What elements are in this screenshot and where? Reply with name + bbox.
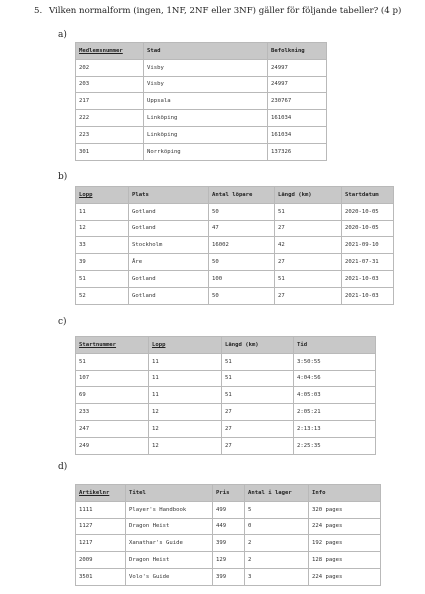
table-cell: 50 [209,287,275,304]
table-cell: 27 [275,254,342,271]
table-row [76,535,381,552]
table-cell: 39 [76,254,129,271]
table-row [76,59,327,76]
table-header-row [76,337,376,354]
table-row [76,437,376,454]
table-cell: 249 [76,437,149,454]
part-label-c: c) [58,317,67,327]
table-cell: 2021-07-31 [342,254,394,271]
table-cell: 222 [76,110,144,127]
table-cell: 12 [76,220,129,237]
column-header: Info [309,485,381,502]
table-cell: Player's Handbook [126,501,213,518]
table-cell: 27 [222,404,294,421]
table-cell: 16002 [209,237,275,254]
table-cell: 399 [213,535,245,552]
table-row [76,143,327,160]
table-row [76,287,394,304]
column-header: Startnummer [76,337,149,354]
table-cell: Uppsala [144,93,268,110]
table-d [75,484,381,586]
table-cell: 2:13:13 [294,420,376,437]
table-cell: 2021-10-03 [342,270,394,287]
table-row [76,126,327,143]
table-cell: Gotland [129,270,209,287]
table-header-row [76,43,327,60]
table-row [76,552,381,569]
table-cell: 12 [149,420,222,437]
table-cell: 52 [76,287,129,304]
table-cell: 3 [245,568,309,585]
table-cell: 50 [209,254,275,271]
table-row [76,518,381,535]
table-row [76,93,327,110]
table-cell: 2021-10-03 [342,287,394,304]
table-cell: 11 [149,387,222,404]
table-cell: Stockholm [129,237,209,254]
table-cell: 4:05:03 [294,387,376,404]
table-cell: 47 [209,220,275,237]
table-cell: 2 [245,535,309,552]
table-cell: 2020-10-05 [342,203,394,220]
column-header: Lopp [76,187,129,204]
table-cell: 161034 [268,110,327,127]
table-header-row [76,485,381,502]
table-cell: Gotland [129,287,209,304]
table-row [76,254,394,271]
table-cell: 399 [213,568,245,585]
table-cell: 51 [222,387,294,404]
table-cell: 51 [222,370,294,387]
table-cell: Gotland [129,220,209,237]
table-row [76,501,381,518]
table-cell: Dragon Heist [126,518,213,535]
table-cell: 2009 [76,552,126,569]
table-row [76,353,376,370]
table-cell: 11 [76,203,129,220]
table-cell: Norrköping [144,143,268,160]
column-header: Antal i lager [245,485,309,502]
table-row [76,203,394,220]
table-cell: 128 pages [309,552,381,569]
table-cell: 137326 [268,143,327,160]
table-row [76,237,394,254]
table-cell: 320 pages [309,501,381,518]
table-cell: 129 [213,552,245,569]
table-cell: 5 [245,501,309,518]
table-cell: 24997 [268,59,327,76]
table-cell: 217 [76,93,144,110]
table-cell: Åre [129,254,209,271]
table-cell: 27 [222,420,294,437]
table-cell: Visby [144,59,268,76]
column-header: Artikelnr [76,485,126,502]
column-header: Pris [213,485,245,502]
table-cell: 107 [76,370,149,387]
part-label-b: b) [58,172,68,182]
column-header: Startdatum [342,187,394,204]
table-cell: 42 [275,237,342,254]
column-header: Längd (km) [275,187,342,204]
table-cell: 192 pages [309,535,381,552]
column-header: Antal löpare [209,187,275,204]
table-cell: 51 [275,203,342,220]
table-row [76,370,376,387]
table-cell: 3501 [76,568,126,585]
table-cell: 499 [213,501,245,518]
table-row [76,220,394,237]
table-cell: 2:25:35 [294,437,376,454]
table-cell: 224 pages [309,568,381,585]
table-header-row [76,187,394,204]
table-cell: 51 [76,270,129,287]
table-row [76,568,381,585]
table-c [75,336,376,455]
column-header: Plats [129,187,209,204]
table-cell: 4:04:56 [294,370,376,387]
table-cell: Linköping [144,126,268,143]
table-cell: 51 [76,353,149,370]
table-cell: 202 [76,59,144,76]
table-cell: 12 [149,404,222,421]
table-row [76,110,327,127]
table-cell: 230767 [268,93,327,110]
table-a [75,42,327,161]
table-cell: 24997 [268,76,327,93]
table-cell: 0 [245,518,309,535]
table-cell: Volo's Guide [126,568,213,585]
part-label-d: d) [58,462,68,472]
table-cell: 449 [213,518,245,535]
table-cell: 2 [245,552,309,569]
table-cell: 50 [209,203,275,220]
table-cell: 233 [76,404,149,421]
table-cell: 247 [76,420,149,437]
table-cell: 33 [76,237,129,254]
table-cell: 100 [209,270,275,287]
table-cell: 51 [222,353,294,370]
table-cell: 2021-09-10 [342,237,394,254]
column-header: Lopp [149,337,222,354]
table-cell: 51 [275,270,342,287]
question-number: 5. [34,6,43,16]
question-text: Vilken normalform (ingen, 1NF, 2NF eller 3NF) gäller för följande tabeller? (4 p) [48,6,402,16]
table-cell: 2020-10-05 [342,220,394,237]
table-cell: 2:05:21 [294,404,376,421]
column-header: Tid [294,337,376,354]
table-cell: 1217 [76,535,126,552]
table-cell: Gotland [129,203,209,220]
column-header: Stad [144,43,268,60]
table-cell: 1127 [76,518,126,535]
table-cell: 3:50:55 [294,353,376,370]
table-row [76,387,376,404]
table-cell: 27 [275,220,342,237]
column-header: Längd (km) [222,337,294,354]
table-cell: 223 [76,126,144,143]
table-row [76,420,376,437]
table-cell: 203 [76,76,144,93]
table-cell: 27 [275,287,342,304]
question-heading [34,6,401,16]
table-cell: 301 [76,143,144,160]
table-cell: Dragon Heist [126,552,213,569]
table-cell: 161034 [268,126,327,143]
column-header: Medlemsnummer [76,43,144,60]
table-cell: 11 [149,353,222,370]
table-b [75,186,394,305]
table-cell: 1111 [76,501,126,518]
column-header: Befolkning [268,43,327,60]
table-cell: Linköping [144,110,268,127]
table-cell: Xanathar's Guide [126,535,213,552]
table-cell: 11 [149,370,222,387]
table-row [76,270,394,287]
table-cell: Visby [144,76,268,93]
table-cell: 224 pages [309,518,381,535]
column-header: Titel [126,485,213,502]
table-cell: 69 [76,387,149,404]
part-label-a: a) [58,30,67,40]
table-cell: 27 [222,437,294,454]
table-row [76,76,327,93]
table-cell: 12 [149,437,222,454]
table-row [76,404,376,421]
